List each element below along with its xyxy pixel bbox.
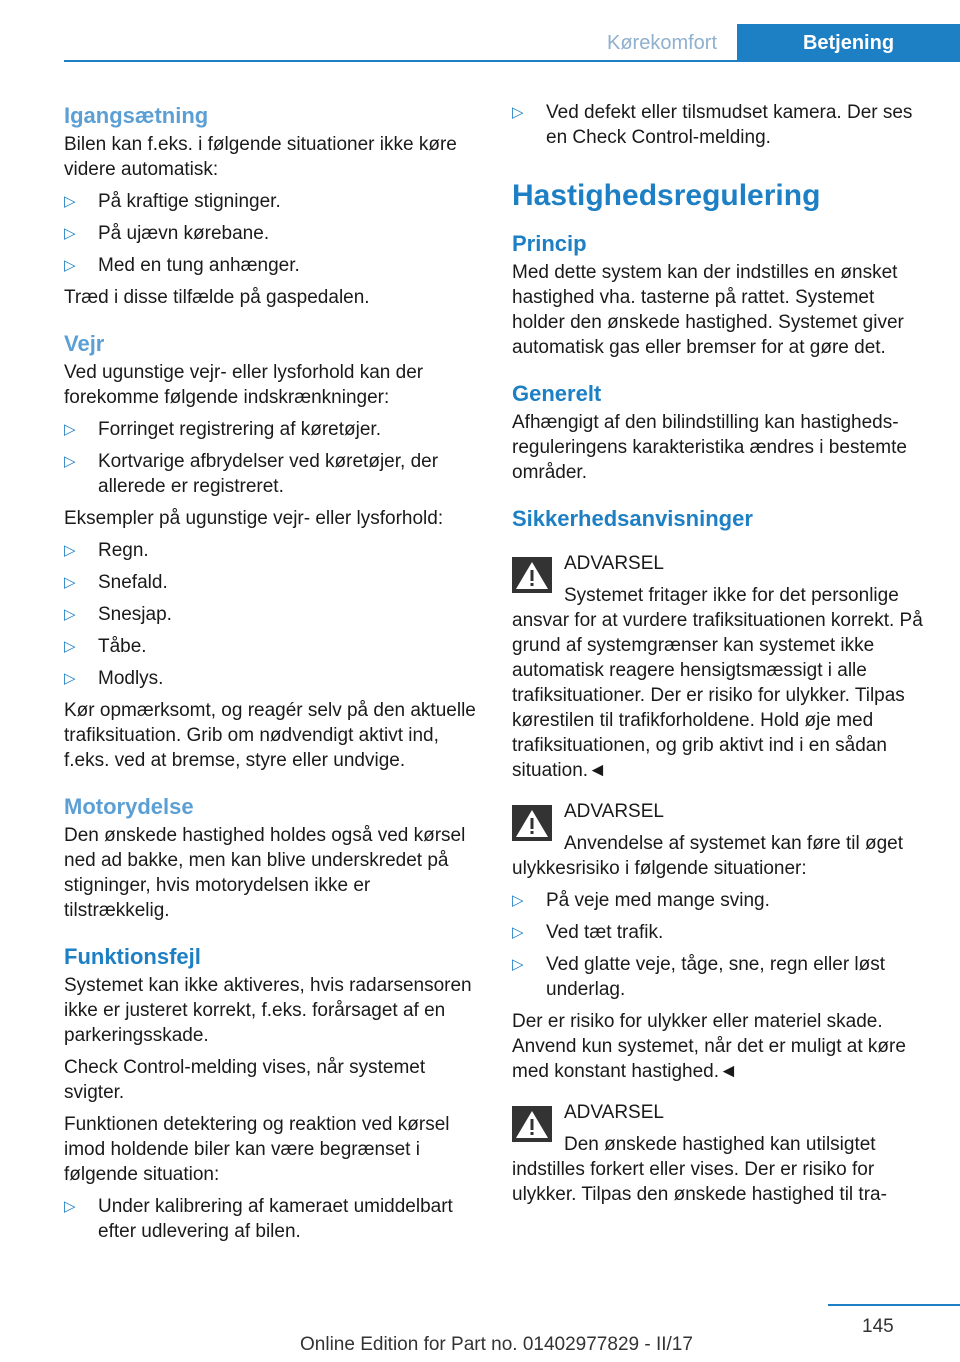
triangle-right-icon: ▷	[64, 670, 76, 687]
page-number: 145	[862, 1316, 894, 1337]
footer-edition: Online Edition for Part no. 01402977829 - II/17	[300, 1334, 693, 1355]
warning-title: ADVARSEL	[564, 801, 664, 822]
heading-sikkerhedsanvisninger: Sikkerhedsanvisninger	[512, 506, 753, 531]
warning-block	[512, 1098, 930, 1207]
triangle-right-icon: ▷	[512, 892, 524, 909]
heading-funktionsfejl: Funktionsfejl	[64, 944, 201, 969]
triangle-right-icon: ▷	[64, 638, 76, 655]
triangle-right-icon: ▷	[64, 257, 76, 274]
heading-igangsaetning: Igangsætning	[64, 103, 209, 128]
paragraph: Træd i disse tilfælde på gaspedalen.	[64, 287, 370, 308]
warning-text: Systemet fritager ikke for det personlige ansvar for at vurdere trafiksituationen korrekt. På grund af systemgrænser kan systemet ikke automatisk reagere hensigtsmæssigt i alle trafiksituationer. Der er risiko for ulykker. Tilpas kørestilen til trafikforholdene. Hold øje med trafiksituationen, og grib aktivt ind i en sådan situation.◄	[512, 585, 923, 781]
list-item: ▷ Ved defekt eller tilsmudset kamera. Der ses en Check Control-melding.	[512, 102, 913, 148]
heading-motorydelse: Motorydelse	[64, 794, 194, 819]
triangle-right-icon: ▷	[64, 574, 76, 591]
warning-triangle-icon	[512, 1106, 552, 1142]
warning-triangle-icon	[512, 805, 552, 841]
paragraph: Kør opmærksomt, og reagér selv på den aktuelle trafiksituation. Grib om nødvendigt aktivt ind, f.eks. ved at bremse, styre eller undvige.	[64, 700, 476, 771]
triangle-right-icon: ▷	[64, 453, 76, 470]
list-item: ▷ På veje med mange sving.	[512, 890, 770, 911]
header-divider	[64, 60, 960, 62]
warning-block	[512, 797, 930, 881]
paragraph: Bilen kan f.eks. i følgende situationer ikke køre videre automatisk:	[64, 134, 457, 180]
list-item: ▷ På kraftige stigninger.	[64, 191, 281, 212]
list-item: ▷ Ved tæt trafik.	[512, 922, 664, 943]
bullet-list	[512, 100, 930, 150]
triangle-right-icon: ▷	[64, 421, 76, 438]
bullet-list	[512, 888, 930, 1002]
paragraph: Eksempler på ugunstige vejr- eller lysforhold:	[64, 508, 444, 529]
list-item: ▷ Regn.	[64, 540, 149, 561]
footer-divider	[828, 1304, 960, 1306]
right-column	[512, 100, 930, 1214]
warning-title: ADVARSEL	[564, 553, 664, 574]
paragraph: Afhængigt af den bilindstilling kan hastighedsreguleringens karakteristika ændres i bestemte områder.	[512, 412, 907, 483]
tab-korekomfort[interactable]: Kørekomfort	[606, 32, 718, 54]
bullet-list	[64, 1194, 476, 1244]
list-item: ▷ Under kalibrering af kameraet umiddelbart efter udlevering af bilen.	[64, 1196, 453, 1242]
paragraph: Der er risiko for ulykker eller materiel skade. Anvend kun systemet, når det er muligt at køre med konstant hastighed.◄	[512, 1011, 906, 1082]
heading-hastighedsregulering: Hastighedsregulering	[512, 179, 821, 212]
bullet-list	[64, 417, 476, 499]
list-item: ▷ På ujævn kørebane.	[64, 223, 270, 244]
paragraph: Check Control-melding vises, når systemet svigter.	[64, 1057, 426, 1103]
list-item: ▷ Tåbe.	[64, 636, 147, 657]
triangle-right-icon: ▷	[512, 924, 524, 941]
warning-text: Den ønskede hastighed kan utilsigtet indstilles forkert eller vises. Der er risiko for ulykker. Tilpas den ønskede hastighed til tra-	[512, 1134, 887, 1205]
triangle-right-icon: ▷	[64, 193, 76, 210]
warning-title: ADVARSEL	[564, 1102, 664, 1123]
triangle-right-icon: ▷	[64, 542, 76, 559]
tab-betjening[interactable]: Betjening	[737, 24, 960, 62]
list-item: ▷ Modlys.	[64, 668, 164, 689]
heading-generelt: Generelt	[512, 381, 602, 406]
heading-princip: Princip	[512, 231, 587, 256]
list-item: ▷ Kortvarige afbrydelser ved køretøjer, der allerede er registreret.	[64, 451, 439, 497]
paragraph: Ved ugunstige vejr- eller lysforhold kan der forekomme følgende indskrænkninger:	[64, 362, 424, 408]
triangle-right-icon: ▷	[512, 956, 524, 973]
bullet-list	[64, 189, 476, 278]
paragraph: Med dette system kan der indstilles en ønsket hastighed vha. tasterne på rattet. Systemet holder den ønskede hastighed. Systemet giver automatisk gas eller bremser for at gøre det.	[512, 262, 904, 358]
list-item: ▷ Snesjap.	[64, 604, 172, 625]
list-item: ▷ Forringet registrering af køretøjer.	[64, 419, 381, 440]
triangle-right-icon: ▷	[512, 104, 524, 121]
bullet-list	[64, 538, 476, 691]
warning-text: Anvendelse af systemet kan føre til øget ulykkesrisiko i følgende situationer:	[512, 833, 903, 879]
list-item: ▷ Snefald.	[64, 572, 168, 593]
triangle-right-icon: ▷	[64, 225, 76, 242]
paragraph: Funktionen detektering og reaktion ved kørsel imod holdende biler kan være begrænset i følgende situation:	[64, 1114, 450, 1185]
warning-block	[512, 549, 930, 783]
warning-triangle-icon	[512, 557, 552, 593]
triangle-right-icon: ▷	[64, 1198, 76, 1215]
paragraph: Den ønskede hastighed holdes også ved kørsel ned ad bakke, men kan blive underskredet på stigninger, hvis motorydelsen ikke er tilstrækkelig.	[64, 825, 466, 921]
paragraph: Systemet kan ikke aktiveres, hvis radarsensoren ikke er justeret korrekt, f.eks. forårsaget af en parkeringsskade.	[64, 975, 472, 1046]
triangle-right-icon: ▷	[64, 606, 76, 623]
left-column	[64, 100, 476, 1251]
list-item: ▷ Med en tung anhænger.	[64, 255, 300, 276]
heading-vejr: Vejr	[64, 331, 105, 356]
list-item: ▷ Ved glatte veje, tåge, sne, regn eller løst underlag.	[512, 954, 886, 1000]
